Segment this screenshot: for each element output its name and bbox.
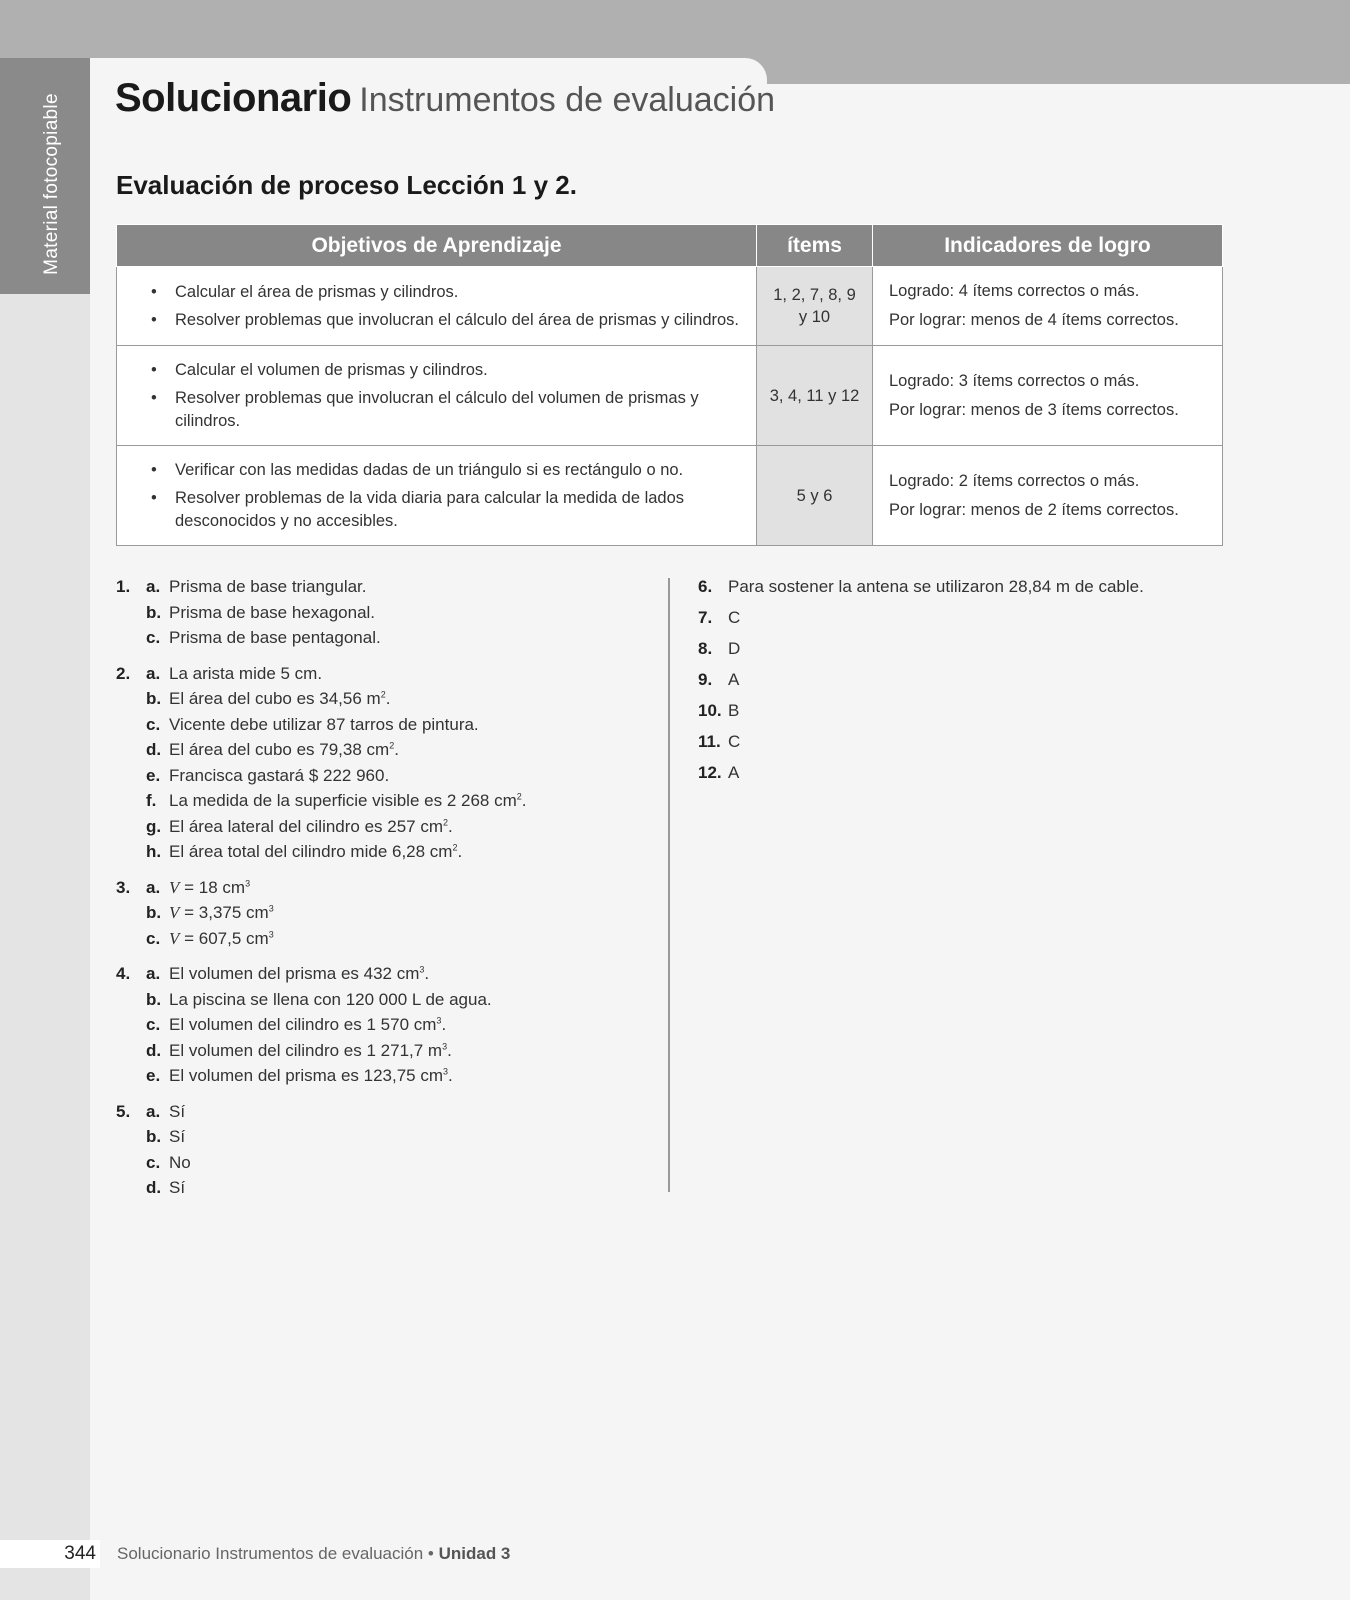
indicators-cell <box>873 346 1223 446</box>
objective-item: • Verificar con las medidas dadas de un triángulo si es rectángulo o no. <box>135 459 742 482</box>
answer-item <box>146 763 656 789</box>
question-number: 12. <box>698 763 722 782</box>
question-number: 1. <box>116 577 131 596</box>
answer-letter: b. <box>146 1127 162 1146</box>
answer-text: El volumen del prisma es 432 $cm^3$. <box>169 964 430 983</box>
question-number: 10. <box>698 701 722 720</box>
answer-letter: a. <box>146 1101 161 1121</box>
answer-text: A <box>728 763 740 782</box>
answer-item <box>698 667 1318 692</box>
answer-letter: d. <box>146 1040 162 1060</box>
answer-text: El área del cubo es 79,38 $cm^2$. <box>169 740 399 759</box>
answer-text: La piscina se llena con 120 000 L de agua. <box>169 989 492 1009</box>
answer-item <box>146 1150 656 1176</box>
answer-item <box>146 788 656 814</box>
page-title-strong: Solucionario <box>115 76 352 120</box>
side-label: Material fotocopiable <box>41 93 62 275</box>
answer-text: Prisma de base triangular. <box>169 577 367 596</box>
answer-letter: c. <box>146 1152 161 1172</box>
answer-text: El área lateral del cilindro es 257 $cm^2$. <box>169 816 453 836</box>
answer-item <box>698 729 1318 754</box>
footer-title: Solucionario Instrumentos de evaluación <box>117 1544 424 1563</box>
objective-item: • Calcular el volumen de prismas y cilindros. <box>135 359 742 382</box>
answer-letter: d. <box>146 1178 162 1197</box>
answer-letter: c. <box>146 628 161 647</box>
question-number: 2. <box>116 663 131 683</box>
objective-item: • Resolver problemas que involucran el cálculo del volumen de prismas y cilindros. <box>135 387 742 433</box>
answer-item <box>698 574 1318 599</box>
page-title <box>115 76 775 121</box>
section-title: Evaluación de proceso Lección 1 y 2. <box>116 170 577 200</box>
answer-letter: c. <box>146 1015 161 1034</box>
objective-item: • Resolver problemas de la vida diaria para calcular la medida de lados desconocidos y no accesibles. <box>135 487 742 533</box>
answer-text: V = 3,375 $cm^3$ <box>169 903 274 922</box>
question-number: 8. <box>698 639 713 658</box>
answer-letter: b. <box>146 989 162 1009</box>
answer-letter: c. <box>146 928 161 948</box>
table-row <box>117 346 1223 446</box>
answer-item <box>698 760 1318 785</box>
footer-unit: Unidad 3 <box>438 1544 511 1563</box>
indicator-achieved: Logrado: 2 ítems correctos o más. <box>889 471 1140 490</box>
answer-item <box>698 605 1318 630</box>
answer-letter: b. <box>146 689 162 708</box>
header-items: ítems <box>757 225 873 267</box>
answer-letter: a. <box>146 877 161 897</box>
answer-text: Prisma de base hexagonal. <box>169 602 376 622</box>
answer-text: Sí <box>169 1101 186 1121</box>
table-row <box>117 267 1223 346</box>
items-cell <box>757 346 873 446</box>
answer-item <box>146 1124 656 1150</box>
answer-letter: g. <box>146 816 162 836</box>
question-3 <box>116 875 656 952</box>
answer-text: No <box>169 1152 191 1172</box>
answer-item <box>146 600 656 626</box>
objectives-cell <box>117 267 757 346</box>
page-number: 344 <box>0 1540 100 1568</box>
answer-text: La medida de la superficie visible es 2 268 $cm^2$. <box>169 791 527 810</box>
answer-text: El área del cubo es 34,56 $m^2$. <box>169 689 391 708</box>
items-cell <box>757 446 873 546</box>
page-title-light: Instrumentos de evaluación <box>359 81 776 119</box>
items-line: 1, 2, 7, 8, 9 <box>773 286 856 304</box>
answer-letter: d. <box>146 740 162 759</box>
answer-text: D <box>728 639 741 658</box>
objectives-cell <box>117 446 757 546</box>
answer-letter: b. <box>146 903 162 922</box>
answer-letter: a. <box>146 577 161 596</box>
answer-item <box>146 1063 656 1089</box>
answer-text: Prisma de base pentagonal. <box>169 628 381 647</box>
indicator-pending: Por lograr: menos de 3 ítems correctos. <box>889 400 1179 419</box>
answer-text: B <box>728 701 740 720</box>
question-4 <box>116 961 656 1089</box>
question-number: 7. <box>698 608 713 627</box>
answer-item <box>698 636 1318 661</box>
question-number: 6. <box>698 577 713 596</box>
answer-text: Sí <box>169 1178 186 1197</box>
answer-letter: c. <box>146 714 161 734</box>
column-divider <box>668 578 670 1192</box>
answer-text: El área total del cilindro mide 6,28 $cm^2$. <box>169 842 463 861</box>
answer-item <box>146 1038 656 1064</box>
header-indicators: Indicadores de logro <box>873 225 1223 267</box>
objective-item: • Resolver problemas que involucran el cálculo del área de prismas y cilindros. <box>135 309 742 332</box>
answer-item <box>146 625 656 651</box>
table-header-row <box>117 225 1223 267</box>
answer-text: V = 607,5 $cm^3$ <box>169 928 274 948</box>
answer-text: A <box>728 670 740 689</box>
answer-item <box>146 737 656 763</box>
answer-item <box>146 686 656 712</box>
answer-letter: h. <box>146 842 162 861</box>
question-number: 5. <box>116 1101 131 1121</box>
answer-item <box>146 987 656 1013</box>
objectives-cell <box>117 346 757 446</box>
question-5 <box>116 1099 656 1201</box>
footer-separator: • <box>423 1544 439 1563</box>
indicator-achieved: Logrado: 3 ítems correctos o más. <box>889 371 1140 390</box>
answer-text: Sí <box>169 1127 186 1146</box>
answer-text: C <box>728 608 741 627</box>
items-cell <box>757 267 873 346</box>
answer-text: La arista mide 5 cm. <box>169 663 323 683</box>
answer-text: El volumen del cilindro es 1 271,7 $m^3$. <box>169 1040 452 1060</box>
answer-item <box>146 839 656 865</box>
answer-item <box>146 574 656 600</box>
question-number: 3. <box>116 877 131 897</box>
items-line: y 10 <box>798 308 831 326</box>
answer-text: Francisca gastará $ 222 960. <box>169 765 390 785</box>
question-number: 11. <box>698 732 721 751</box>
page-footer <box>0 1540 1350 1568</box>
answer-item <box>146 900 656 926</box>
indicators-cell <box>873 446 1223 546</box>
indicator-pending: Por lograr: menos de 2 ítems correctos. <box>889 500 1179 519</box>
answer-letter: a. <box>146 964 161 983</box>
answer-text: Vicente debe utilizar 87 tarros de pintura. <box>169 714 479 734</box>
answer-text: Para sostener la antena se utilizaron 28,84 m de cable. <box>728 577 1144 596</box>
answer-letter: e. <box>146 765 161 785</box>
items-line: 5 y 6 <box>796 486 833 505</box>
answer-item <box>146 1012 656 1038</box>
answer-item <box>146 1175 656 1201</box>
indicators-cell <box>873 267 1223 346</box>
question-1 <box>116 574 656 651</box>
answer-item <box>698 698 1318 723</box>
answer-item <box>146 1099 656 1125</box>
question-number: 4. <box>116 964 131 983</box>
answer-item <box>146 926 656 952</box>
answer-item <box>146 814 656 840</box>
answer-item <box>146 712 656 738</box>
answer-letter: e. <box>146 1066 161 1085</box>
answer-item <box>146 875 656 901</box>
header-objectives: Objetivos de Aprendizaje <box>117 225 757 267</box>
table-row <box>117 446 1223 546</box>
answer-letter: a. <box>146 663 161 683</box>
answers-right-column <box>698 574 1318 791</box>
footer-text <box>117 1540 510 1568</box>
answer-text: El volumen del prisma es 123,75 $cm^3$. <box>169 1066 453 1085</box>
answer-letter: f. <box>146 791 157 810</box>
answer-item <box>146 961 656 987</box>
answer-letter: b. <box>146 602 162 622</box>
indicator-pending: Por lograr: menos de 4 ítems correctos. <box>889 311 1179 329</box>
indicator-achieved: Logrado: 4 ítems correctos o más. <box>889 282 1140 300</box>
answer-text: C <box>728 732 741 751</box>
answer-text: El volumen del cilindro es 1 570 $cm^3$. <box>169 1015 447 1034</box>
items-line: 3, 4, 11 y 12 <box>769 386 860 405</box>
answer-text: V = 18 $cm^3$ <box>169 877 251 897</box>
objectives-table <box>116 224 1223 546</box>
answer-item <box>146 661 656 687</box>
question-number: 9. <box>698 670 713 689</box>
objective-item: • Calcular el área de prismas y cilindros. <box>135 281 742 304</box>
question-2 <box>116 661 656 865</box>
answers-left-column <box>116 574 656 1211</box>
